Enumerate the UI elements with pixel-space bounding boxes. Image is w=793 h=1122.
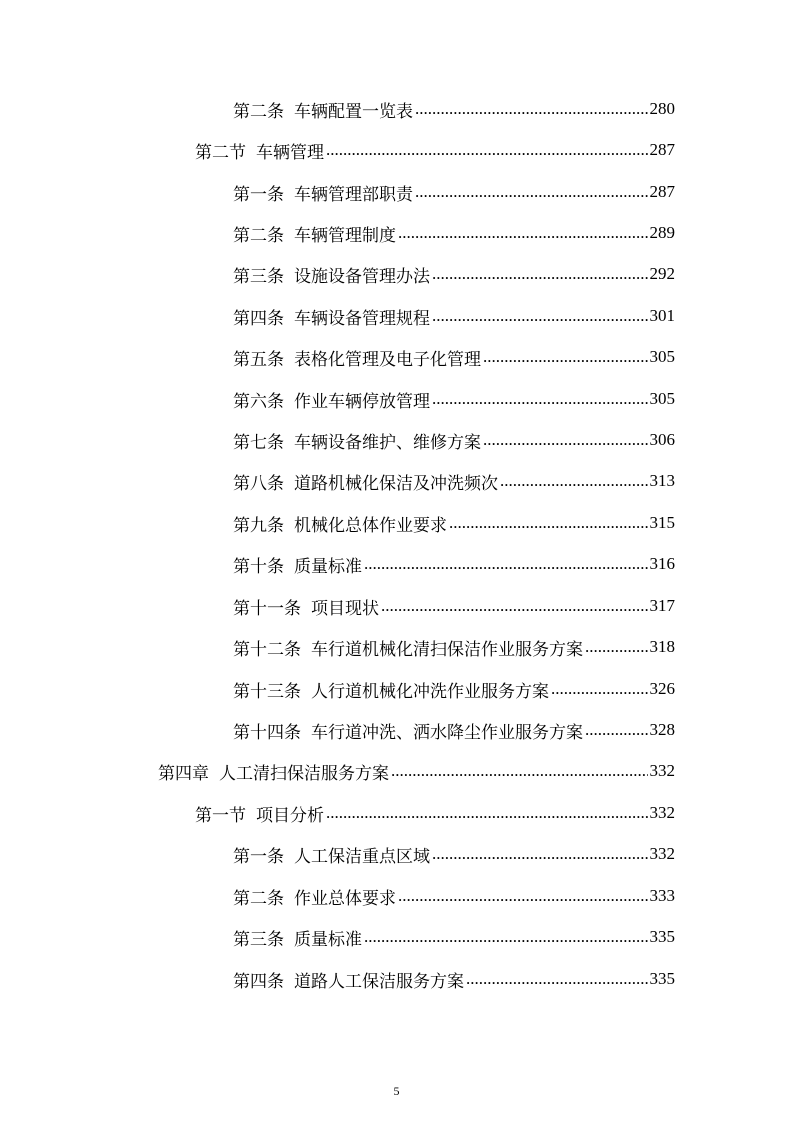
toc-entry[interactable] — [233, 425, 675, 455]
toc-entry-number: 第十条 — [233, 556, 284, 576]
toc-leader-dots — [432, 389, 648, 409]
toc-entry-number: 第二条 — [233, 101, 284, 121]
toc-entry-number: 第九条 — [233, 515, 284, 535]
toc-leader-dots — [381, 596, 648, 616]
toc-entry[interactable] — [233, 964, 675, 994]
toc-entry-number: 第四章 — [158, 763, 209, 783]
toc-leader-dots — [364, 554, 648, 574]
toc-entry-title: 车辆配置一览表 — [294, 101, 413, 121]
toc-leader-dots — [500, 471, 648, 491]
toc-entry-title: 人工保洁重点区域 — [294, 846, 430, 866]
toc-entry[interactable] — [233, 177, 675, 207]
toc-entry-page: 305 — [649, 389, 675, 408]
toc-leader-dots — [326, 140, 648, 160]
toc-entry-number: 第一条 — [233, 846, 284, 866]
toc-entry-page: 332 — [649, 803, 675, 822]
toc-entry-title: 车辆管理制度 — [294, 225, 396, 245]
toc-leader-dots — [326, 803, 648, 823]
toc-entry-number: 第四条 — [233, 308, 284, 328]
page-number: 5 — [393, 1084, 400, 1098]
toc-entry-title: 车辆管理 — [256, 142, 324, 162]
toc-entry-number: 第十三条 — [233, 681, 301, 701]
toc-entry-page: 287 — [649, 140, 675, 159]
toc-entry-number: 第六条 — [233, 391, 284, 411]
toc-entry-number: 第五条 — [233, 349, 284, 369]
toc-leader-dots — [391, 761, 648, 781]
toc-entry[interactable] — [233, 94, 675, 124]
toc-entry-page: 305 — [649, 347, 675, 366]
toc-entry[interactable] — [233, 922, 675, 952]
toc-entry-number: 第一条 — [233, 184, 284, 204]
toc-entry[interactable] — [233, 674, 675, 704]
toc-entry-title: 质量标准 — [294, 556, 362, 576]
toc-entry-page: 289 — [649, 223, 675, 242]
toc-entry-number: 第四条 — [233, 971, 284, 991]
toc-entry-number: 第十一条 — [233, 598, 301, 618]
toc-entry-number: 第一节 — [195, 805, 246, 825]
toc-entry-page: 292 — [649, 264, 675, 283]
toc-leader-dots — [398, 223, 648, 243]
toc-entry-title: 作业车辆停放管理 — [294, 391, 430, 411]
toc-entry-page: 316 — [649, 554, 675, 573]
toc-entry-title: 设施设备管理办法 — [294, 266, 430, 286]
toc-entry-number: 第二条 — [233, 888, 284, 908]
toc-entry-page: 333 — [649, 886, 675, 905]
toc-entry-title: 道路机械化保洁及冲洗频次 — [294, 473, 498, 493]
toc-entry-page: 335 — [649, 969, 675, 988]
toc-entry-page: 306 — [649, 430, 675, 449]
toc-entry[interactable] — [233, 549, 675, 579]
toc-entry[interactable] — [195, 798, 675, 828]
toc-entry-title: 车辆管理部职责 — [294, 184, 413, 204]
toc-entry-number: 第八条 — [233, 473, 284, 493]
toc-entry-title: 车行道冲洗、洒水降尘作业服务方案 — [311, 722, 583, 742]
toc-entry-number: 第十四条 — [233, 722, 301, 742]
toc-entry-page: 328 — [649, 720, 675, 739]
toc-leader-dots — [364, 927, 648, 947]
toc-entry-number: 第十二条 — [233, 639, 301, 659]
toc-leader-dots — [415, 99, 648, 119]
toc-entry-page: 280 — [649, 99, 675, 118]
toc-entry[interactable] — [233, 881, 675, 911]
toc-entry-number: 第二条 — [233, 225, 284, 245]
toc-leader-dots — [432, 306, 648, 326]
toc-entry-title: 车辆设备维护、维修方案 — [294, 432, 481, 452]
toc-entry-page: 332 — [649, 761, 675, 780]
toc-leader-dots — [585, 637, 648, 657]
toc-entry-title: 质量标准 — [294, 929, 362, 949]
toc-entry-title: 人行道机械化冲洗作业服务方案 — [311, 681, 549, 701]
toc-entry-number: 第三条 — [233, 929, 284, 949]
toc-entry-page: 326 — [649, 679, 675, 698]
toc-entry-title: 车行道机械化清扫保洁作业服务方案 — [311, 639, 583, 659]
toc-entry[interactable] — [233, 301, 675, 331]
toc-entry-page: 317 — [649, 596, 675, 615]
toc-entry-page: 315 — [649, 513, 675, 532]
toc-entry-title: 表格化管理及电子化管理 — [294, 349, 481, 369]
toc-entry[interactable] — [233, 218, 675, 248]
toc-entry-number: 第二节 — [195, 142, 246, 162]
toc-leader-dots — [415, 182, 648, 202]
toc-leader-dots — [483, 347, 648, 367]
toc-entry[interactable] — [195, 135, 675, 165]
toc-entry-title: 道路人工保洁服务方案 — [294, 971, 464, 991]
toc-entry-number: 第七条 — [233, 432, 284, 452]
toc-entry[interactable] — [233, 715, 675, 745]
toc-entry-page: 332 — [649, 844, 675, 863]
toc-entry[interactable] — [233, 508, 675, 538]
toc-leader-dots — [398, 886, 648, 906]
toc-entry-title: 人工清扫保洁服务方案 — [219, 763, 389, 783]
toc-leader-dots — [483, 430, 648, 450]
toc-entry-title: 车辆设备管理规程 — [294, 308, 430, 328]
toc-entry-title: 项目现状 — [311, 598, 379, 618]
toc-leader-dots — [551, 679, 648, 699]
toc-entry[interactable] — [233, 466, 675, 496]
toc-entry-page: 318 — [649, 637, 675, 656]
toc-leader-dots — [449, 513, 648, 533]
toc-entry[interactable] — [158, 756, 675, 786]
toc-entry[interactable] — [233, 259, 675, 289]
toc-entry-title: 作业总体要求 — [294, 888, 396, 908]
toc-entry[interactable] — [233, 839, 675, 869]
toc-entry[interactable] — [233, 632, 675, 662]
toc-entry[interactable] — [233, 591, 675, 621]
toc-leader-dots — [432, 264, 648, 284]
toc-entry-page: 287 — [649, 182, 675, 201]
toc-entry[interactable] — [233, 342, 675, 372]
toc-leader-dots — [466, 969, 648, 989]
toc-entry-number: 第三条 — [233, 266, 284, 286]
toc-entry-title: 机械化总体作业要求 — [294, 515, 447, 535]
toc-entry-page: 301 — [649, 306, 675, 325]
toc-leader-dots — [432, 844, 648, 864]
toc-leader-dots — [585, 720, 648, 740]
toc-entry[interactable] — [233, 384, 675, 414]
toc-entry-title: 项目分析 — [256, 805, 324, 825]
toc-entry-page: 335 — [649, 927, 675, 946]
toc-entry-page: 313 — [649, 471, 675, 490]
